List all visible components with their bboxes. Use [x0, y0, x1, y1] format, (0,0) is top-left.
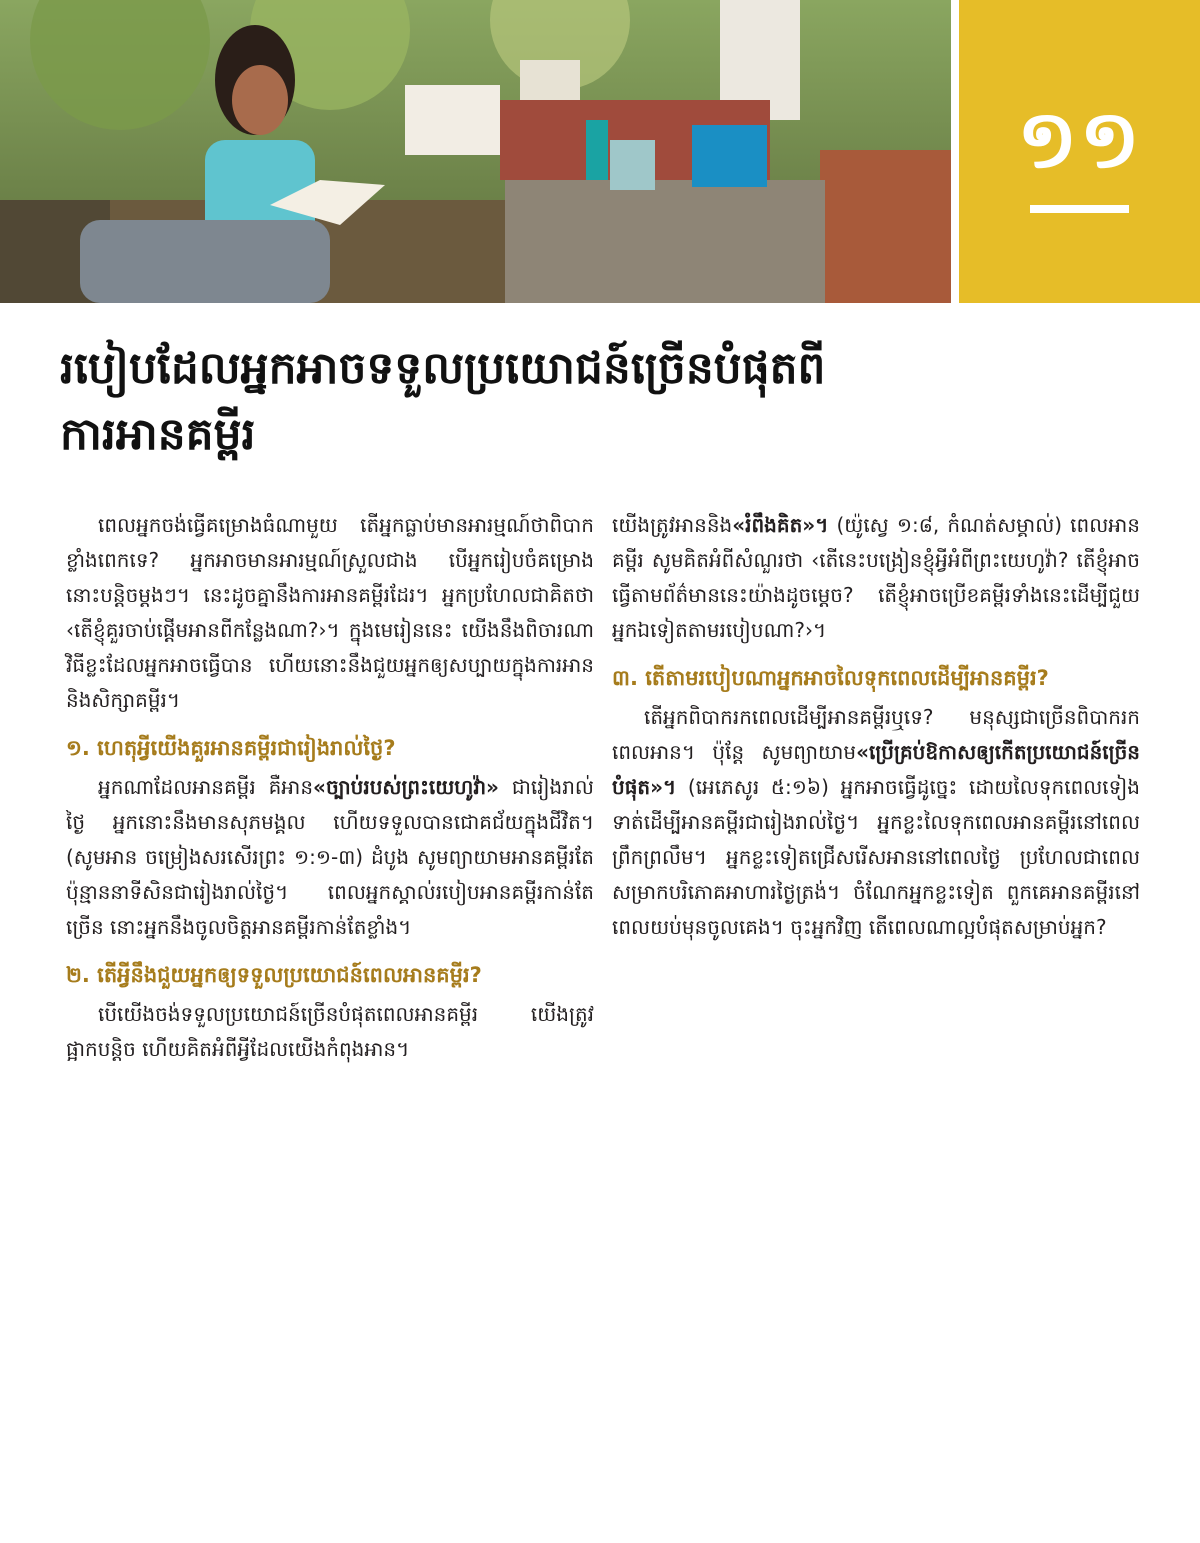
section-1-text-post: ជារៀងរាល់ថ្ងៃ អ្នកនោះនឹងមានសុភមង្គល ហើយទទួលបានជោគជ័យក្នុងជីវិត។ (សូមអាន ចម្រៀងសរសើរព្រះ ១:១-៣) ដំបូង សូមព្យាយាមអានគម្ពីរតែប៉ុន្មាននាទីសិនជារៀងរាល់ថ្ងៃ។ ពេលអ្នកស្គាល់របៀបអានគម្ពីរកាន់តែច្រើន នោះអ្នកនឹងចូលចិត្តអានគម្ពីរកាន់តែខ្លាំង។ — [66, 775, 594, 939]
right-column — [612, 508, 1140, 945]
intro-paragraph: ពេលអ្នកចង់ធ្វើគម្រោងធំណាមួយ តើអ្នកធ្លាប់មានអារម្មណ៍ថាពិបាកខ្លាំងពេកទេ? អ្នកអាចមានអារម្មណ៍ស្រួលជាង បើអ្នករៀបចំគម្រោងនោះបន្ដិចម្ដងៗ។ នេះដូចគ្នានឹងការអានគម្ពីរដែរ។ អ្នកប្រហែលជាគិតថា ‹តើខ្ញុំគួរចាប់ផ្ដើមអានពីកន្លែងណា?›។ ក្នុងមេរៀននេះ យើងនឹងពិចារណាវិធីខ្លះដែលអ្នកអាចធ្វើបាន ហើយនោះនឹងជួយអ្នកឲ្យសប្បាយក្នុងការអាននិងសិក្សាគម្ពីរ។ — [66, 513, 594, 712]
section-2-text-pre: យើងត្រូវអាននិង — [612, 513, 733, 537]
section-1-text-pre: អ្នកណាដែលអានគម្ពីរ គឺអាន — [98, 775, 314, 799]
left-column — [66, 508, 594, 1067]
question-heading-1: ១. ហេតុអ្វីយើងគួរអានគម្ពីរជារៀងរាល់ថ្ងៃ? — [66, 736, 396, 760]
question-heading-3: ៣. តើតាមរបៀបណាអ្នកអាចលៃទុកពេលដើម្បីអានគម្ពីរ? — [612, 666, 1049, 690]
section-2-paragraph-continued — [612, 508, 1140, 648]
page-title: របៀបដែលអ្នកអាចទទួលប្រយោជន៍ច្រើនបំផុតពីការអានគម្ពីរ — [60, 343, 826, 460]
question-heading-2: ២. តើអ្វីនឹងជួយអ្នកឲ្យទទួលប្រយោជន៍ពេលអានគម្ពីរ? — [66, 963, 482, 987]
section-2-paragraph-start: បើយើងចង់ទទួលប្រយោជន៍ច្រើនបំផុតពេលអានគម្ពីរ យើងត្រូវផ្អាកបន្ដិច ហើយគិតអំពីអ្វីដែលយើងកំពុងអាន។ — [66, 1002, 594, 1061]
section-3-bold-quote: «ប្រើគ្រប់ឱកាសឲ្យកើតប្រយោជន៍ច្រើនបំផុត»។ — [612, 740, 1140, 799]
lesson-number-underline — [1030, 205, 1129, 213]
lesson-number: ១១ — [1016, 93, 1143, 186]
section-3-paragraph — [612, 700, 1140, 945]
section-1-paragraph — [66, 770, 594, 945]
section-2-text-post: (យ៉ូស្វេ ១:៨, កំណត់សម្គាល់) ពេលអានគម្ពីរ សូមគិតអំពីសំណួរថា ‹តើនេះបង្រៀនខ្ញុំអ្វីអំពីព្រះយេហូវ៉ា? តើខ្ញុំអាចធ្វើតាមព័ត៌មាននេះយ៉ាងដូចម្ដេច? តើខ្ញុំអាចប្រើខគម្ពីរទាំងនេះដើម្បីជួយអ្នកឯទៀតតាមរបៀបណា?›។ — [612, 513, 1140, 642]
section-3-text-pre: តើអ្នកពិបាករកពេលដើម្បីអានគម្ពីរឬទេ? មនុស្សជាច្រើនពិបាករកពេលអាន។ ប៉ុន្តែ សូមព្យាយាម — [612, 705, 1140, 764]
hero-photo — [0, 0, 951, 303]
lesson-badge — [959, 0, 1200, 303]
section-3-text-post: (អេភេសូរ ៥:១៦) អ្នកអាចធ្វើដូច្នេះ ដោយលៃទុកពេលទៀងទាត់ដើម្បីអានគម្ពីរជារៀងរាល់ថ្ងៃ។ អ្នកខ្លះលៃទុកពេលអានគម្ពីរនៅពេលព្រឹកព្រលឹម។ អ្នកខ្លះទៀតជ្រើសរើសអាននៅពេលថ្ងៃ ប្រហែលជាពេលសម្រាកបរិភោគអាហារថ្ងៃត្រង់។ ចំណែកអ្នកខ្លះទៀត ពួកគេអានគម្ពីរនៅពេលយប់មុនចូលគេង។ ចុះអ្នកវិញ តើពេលណាល្អបំផុតសម្រាប់អ្នក? — [612, 775, 1140, 939]
section-2-bold-quote: «រំពឹងគិត»។ — [732, 513, 829, 537]
section-1-bold-quote: «ច្បាប់របស់ព្រះយេហូវ៉ា» — [313, 775, 499, 799]
